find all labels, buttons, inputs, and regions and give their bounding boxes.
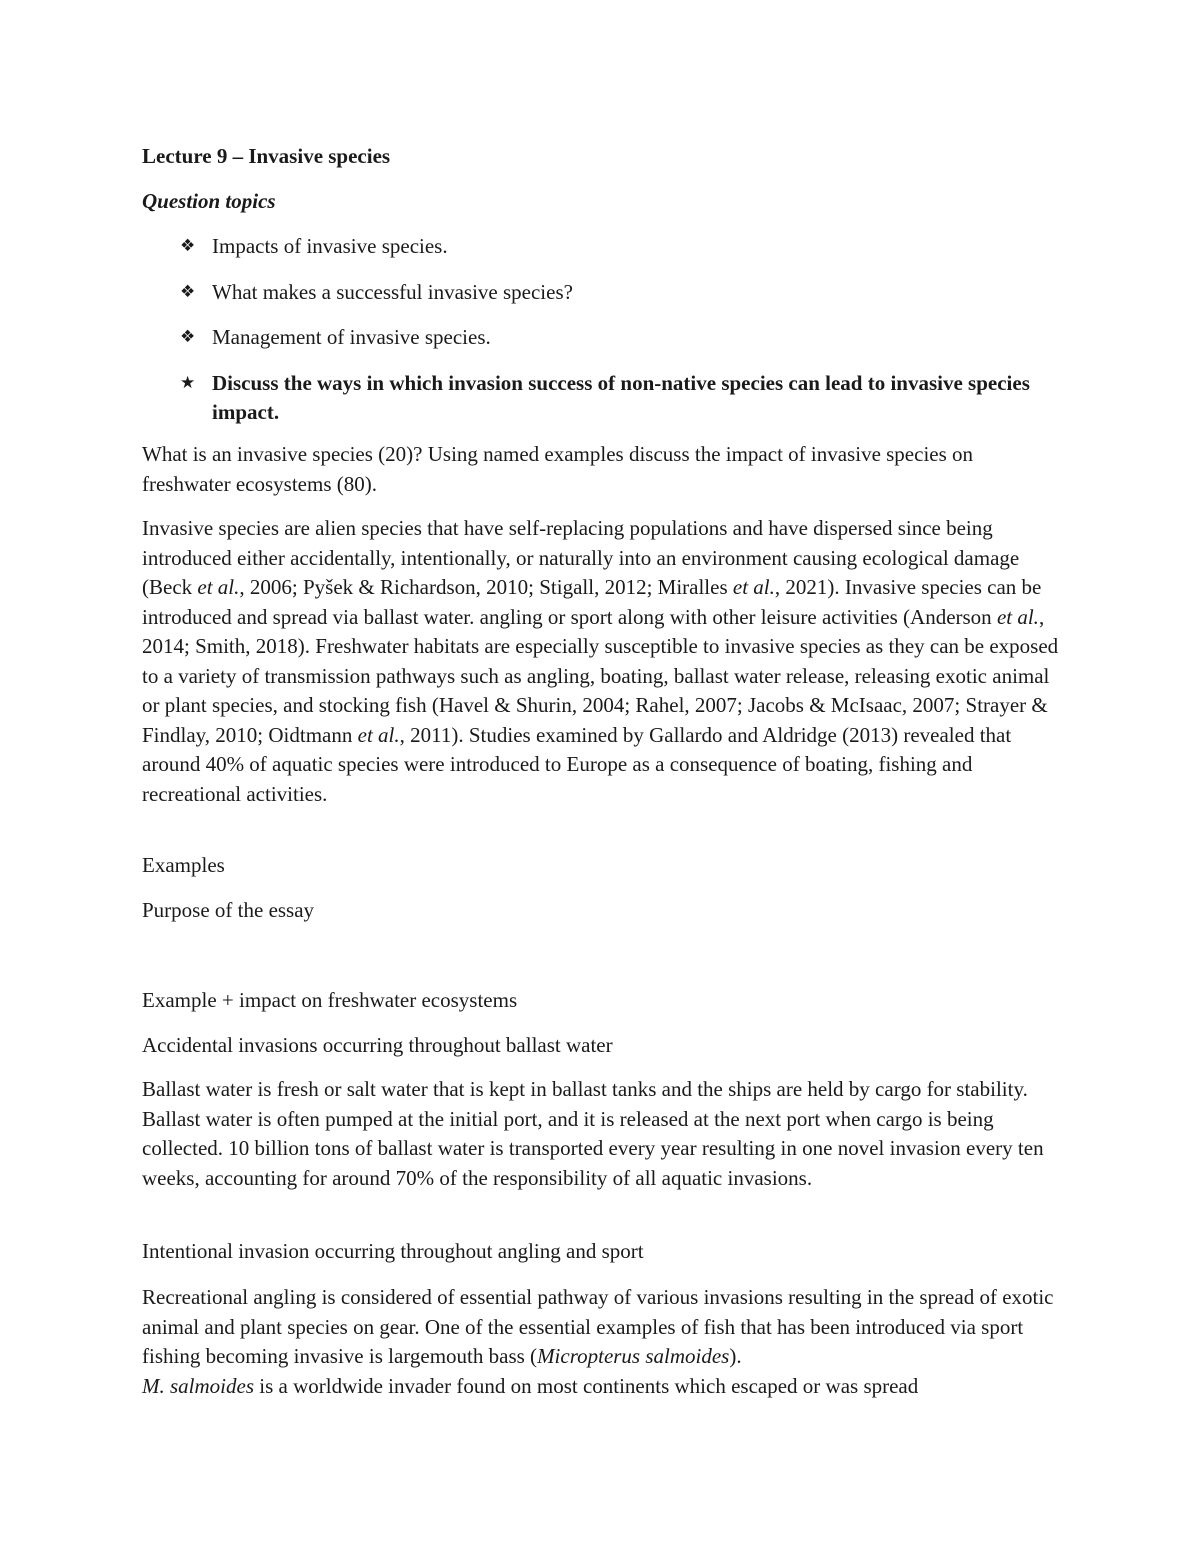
star-bullet-icon: ★ — [180, 372, 196, 393]
angling-paragraph — [142, 1283, 1062, 1401]
et-al: et al. — [197, 575, 240, 599]
accidental-heading: Accidental invasions occurring throughout ballast water — [142, 1033, 613, 1057]
examples-heading: Examples — [142, 853, 225, 877]
diamond-bullet-icon: ❖ — [180, 281, 196, 302]
diamond-bullet-icon: ❖ — [180, 236, 196, 256]
example-impact-heading: Example + impact on freshwater ecosystems — [142, 988, 518, 1012]
species-abbr: M. salmoides — [142, 1373, 254, 1398]
purpose-heading: Purpose of the essay — [142, 898, 315, 922]
et-al: et al. — [732, 575, 775, 599]
et-al: et al. — [996, 604, 1039, 629]
list-item — [142, 232, 1062, 262]
list-item — [142, 323, 1062, 353]
topic-text: Management of invasive species. — [212, 325, 491, 349]
topics-list — [142, 232, 1062, 444]
topic-text: Discuss the ways in which invasion success of non-native species can lead to invasive species impact. — [212, 370, 1030, 424]
intro-text: , 2006; Pyšek & Richardson, 2010; Stigall, 2012; Miralles — [239, 575, 733, 599]
intro-text: , 2014; Smith, 2018). Freshwater habitats are especially susceptible to invasive species as they can be exposed to a variety of transmission pathways such as angling, boating, ballast water release, releasing exotic animal or plant species, and stocking fish (Havel & Shurin, 2004; Rahel, 2007; Jacobs & McIsaac, 2007; Strayer & Findlay, 2010; Oidtmann — [142, 604, 1059, 747]
list-item — [142, 278, 1062, 308]
topic-text: What makes a successful invasive species? — [212, 279, 573, 304]
et-al: et al. — [357, 722, 400, 747]
angling-text: Recreational angling is considered of essential pathway of various invasions resulting in the spread of exotic animal and plant species on gear. One of the essential examples of fish that has been introduced via sport fishing becoming invasive is largemouth bass ( — [142, 1285, 1054, 1368]
angling-text: ). — [729, 1344, 742, 1368]
intentional-heading: Intentional invasion occurring throughout angling and sport — [142, 1239, 644, 1263]
list-item — [142, 369, 1062, 428]
intro-paragraph — [142, 514, 1062, 809]
section-subtitle: Question topics — [142, 189, 276, 213]
essay-question: What is an invasive species (20)? Using named examples discuss the impact of invasive species on freshwater ecosystems (80). — [142, 442, 974, 496]
topic-text: Impacts of invasive species. — [212, 234, 448, 258]
angling-text: is a worldwide invader found on most continents which escaped or was spread — [254, 1373, 919, 1398]
intro-text: , 2021). Invasive species can be introduced and spread via ballast water. angling or sport along with other leisure activities (Anderson — [142, 575, 1042, 629]
intro-text: , 2011). Studies examined by Gallardo and Aldridge (2013) revealed that around 40% of aquatic species were introduced to Europe as a consequence of boating, fishing and recreational activities. — [142, 722, 1012, 806]
ballast-paragraph: Ballast water is fresh or salt water that is kept in ballast tanks and the ships are held by cargo for stability. Ballast water is often pumped at the initial port, and it is released at the next port when cargo is being collected. 10 billion tons of ballast water is transported every year resulting in one novel invasion every ten weeks, accounting for around 70% of the responsibility of all aquatic invasions. — [142, 1077, 1044, 1190]
diamond-bullet-icon: ❖ — [180, 327, 196, 347]
page-title: Lecture 9 – Invasive species — [142, 144, 391, 168]
intro-text: Invasive species are alien species that have self-replacing populations and have dispersed since being introduced either accidentally, intentionally, or naturally into an environment causing ecological damage (Beck — [142, 516, 1020, 599]
species-name: Micropterus salmoides — [537, 1344, 730, 1368]
